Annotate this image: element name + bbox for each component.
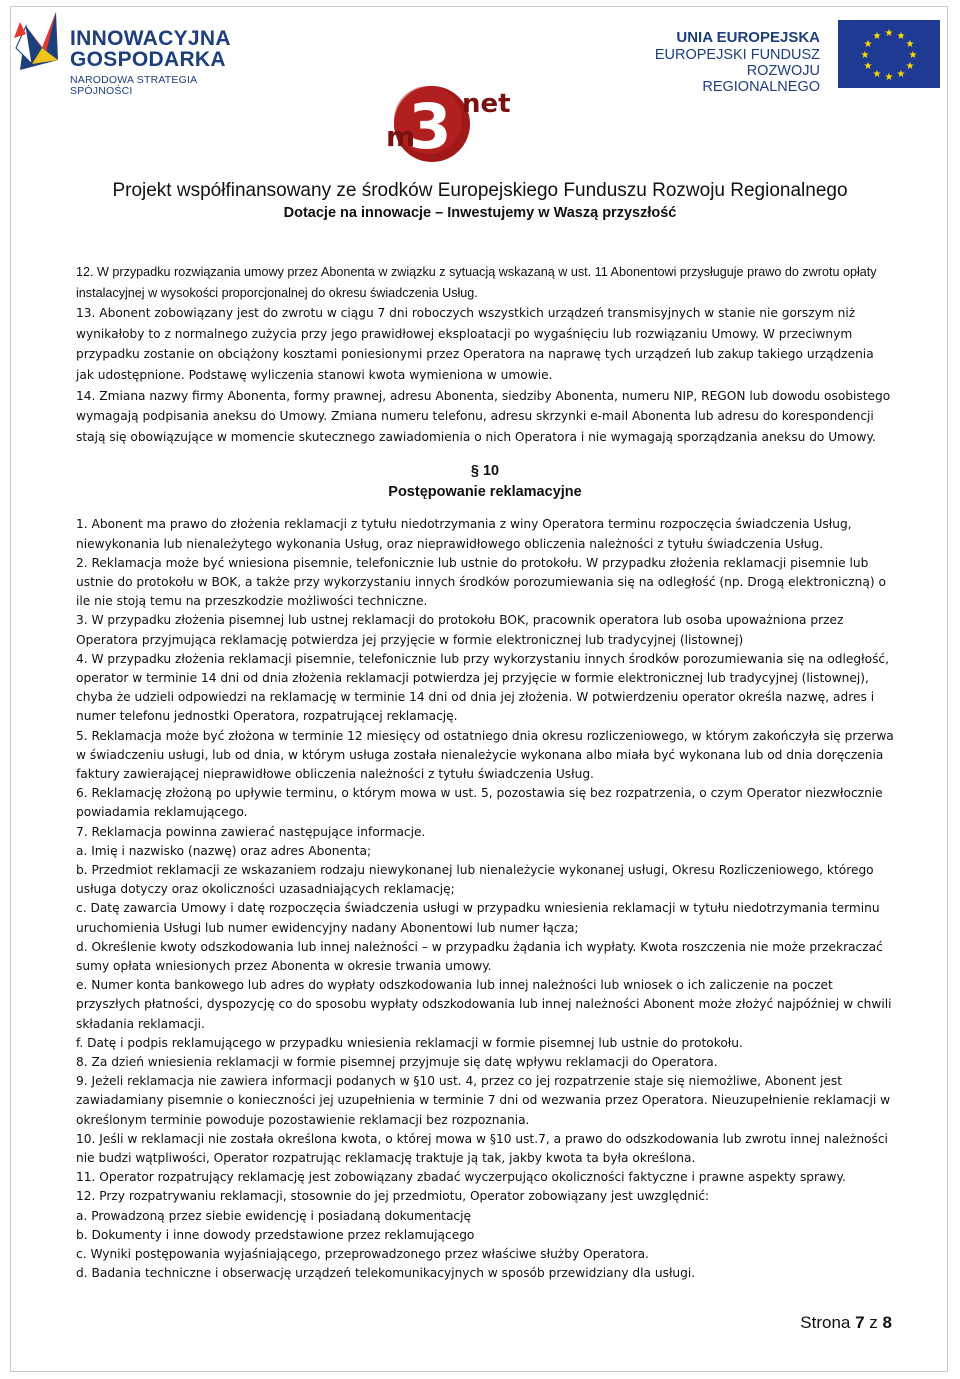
clause-7b: b. Przedmiot reklamacji ze wskazaniem rodzaju niewykonanej lub nienależycie wykonanej usługi, Okresu Rozliczeniowego, którego usługa dotyczy oraz okoliczności uzasadniających reklamację; xyxy=(76,863,874,897)
eu-logo xyxy=(640,20,940,96)
clause-3: 3. W przypadku złożenia pisemnej lub ustnej reklamacji do protokołu BOK, pracownik operatora lub osoba upoważniona przez Operatora przyjmująca reklamację potwierdza jej przyjęcie w formie elektronicznej lub tradycyjnej (listownej) xyxy=(76,613,844,647)
page-label: Strona xyxy=(800,1313,851,1332)
svg-text:★: ★ xyxy=(872,31,882,42)
paragraph-12: 12. W przypadku rozwiązania umowy przez Abonenta w związku z sytuacją wskazaną w ust. 11 Abonentowi przysługuje prawo do zwrotu opłaty instalacyjnej w wysokości proporcjonalnej do okresu świadczenia Usług. xyxy=(76,265,877,300)
m3-net-text: net xyxy=(462,89,511,119)
clause-12b: b. Dokumenty i inne dowody przedstawione przez reklamującego xyxy=(76,1227,475,1242)
ig-emblem-icon xyxy=(12,8,70,88)
eu-logo-line2: EUROPEJSKI FUNDUSZ xyxy=(654,46,820,63)
page-total: 8 xyxy=(882,1313,892,1332)
svg-text:★: ★ xyxy=(896,69,906,80)
clause-9: 9. Jeżeli reklamacja nie zawiera informacji podanych w §10 ust. 4, przez co jej rozpatrzenie staje się niemożliwe, Abonent jest zawiadamiany pisemnie o konieczności jej uzupełnienia w terminie 7 dni od wezwania przez Operatora. Nieuzupełnienie reklamacji w określonym terminie powoduje pozostawienie reklamacji bez rozpoznania. xyxy=(76,1074,891,1127)
clause-7a: a. Imię i nazwisko (nazwę) oraz adres Abonenta; xyxy=(76,843,372,858)
svg-text:★: ★ xyxy=(905,39,915,50)
ig-logo-line3: NARODOWA STRATEGIA SPÓJNOŚCI xyxy=(70,74,197,97)
svg-text:★: ★ xyxy=(884,28,894,39)
eu-stars-icon xyxy=(838,20,940,88)
page-separator: z xyxy=(869,1313,878,1332)
clause-11: 11. Operator rozpatrujący reklamację jest zobowiązany zbadać wyczerpująco okoliczności faktyczne i prawne aspekty sprawy. xyxy=(76,1170,846,1185)
innowacyjna-gospodarka-logo xyxy=(12,8,252,97)
section-number: § 10 xyxy=(470,463,500,480)
m3net-logo xyxy=(382,76,522,168)
ig-logo-line1: INNOWACYJNA xyxy=(70,27,231,50)
m3-three-text: 3 xyxy=(408,90,452,163)
project-subtitle: Dotacje na innowacje – Inwestujemy w Waszą przyszłość xyxy=(283,205,677,221)
page-number xyxy=(800,1313,892,1333)
m3-m-text: m xyxy=(386,120,416,153)
clause-8: 8. Za dzień wniesienia reklamacji w formie pisemnej przyjmuje się datę wpływu reklamacji do Operatora. xyxy=(76,1055,718,1070)
document-body xyxy=(76,262,894,1283)
svg-text:★: ★ xyxy=(860,50,870,61)
clause-1: 1. Abonent ma prawo do złożenia reklamacji z tytułu niedotrzymania z winy Operatora terminu rozpoczęcia świadczenia Usług, niewykonania lub nienależytego wykonania Usług, oraz nieprawidłowego obliczenia należności z tytułu świadczenia Usług. xyxy=(76,517,852,551)
clause-7f: f. Datę i podpis reklamującego w przypadku wniesienia reklamacji w formie pisemnej lub ustnie do protokołu. xyxy=(76,1035,743,1050)
clause-12c: c. Wyniki postępowania wyjaśniającego, przeprowadzonego przez właściwe służby Operatora. xyxy=(76,1247,649,1262)
eu-logo-line3: ROZWOJU REGIONALNEGO xyxy=(702,63,820,96)
eu-flag-icon xyxy=(838,20,940,88)
svg-text:★: ★ xyxy=(905,61,915,72)
svg-text:★: ★ xyxy=(863,61,873,72)
clause-10: 10. Jeśli w reklamacji nie została określona kwota, o której mowa w §10 ust.7, a prawo do odszkodowania lub zwrotu innej należności nie budzi wątpliwości, Operator rozpatrując reklamację traktuje ją tak, jakby kwota ta była określona. xyxy=(76,1131,888,1166)
ig-logo-line2: GOSPODARKA xyxy=(70,48,226,71)
clause-12: 12. Przy rozpatrywaniu reklamacji, stosownie do jej przedmiotu, Operator zobowiązany jest uwzględnić: xyxy=(76,1189,710,1204)
svg-text:★: ★ xyxy=(908,50,918,61)
clause-6: 6. Reklamację złożoną po upływie terminu, o którym mowa w ust. 5, pozostawia się bez rozpatrzenia, o czym Operator niezwłocznie powiadamia reklamującego. xyxy=(76,786,883,820)
clause-12d: d. Badania techniczne i obserwację urządzeń telekomunikacyjnych w sposób przewidziany dla usługi. xyxy=(76,1266,696,1281)
section-title: Postępowanie reklamacyjne xyxy=(388,484,582,501)
svg-text:★: ★ xyxy=(872,69,882,80)
paragraph-13: 13. Abonent zobowiązany jest do zwrotu w ciągu 7 dni roboczych wszystkich urządzeń transmisyjnych w stanie nie gorszym niż wynikałoby to z normalnego zużycia przy jego prawidłowej eksploatacji po wygaśnięciu lub rozwiązaniu Umowy. W przeciwnym przypadku zostanie on obciążony kosztami poniesionymi przez Operatora na naprawę tych urządzeń lub zakup takiego urządzenia jak udostępnione. Podstawę wyliczenia stanowi kwota wymieniona w umowie. xyxy=(76,306,874,382)
clause-12a: a. Prowadzoną przez siebie ewidencję i posiadaną dokumentację xyxy=(76,1208,472,1223)
eu-logo-line1: UNIA EUROPEJSKA xyxy=(676,29,820,46)
paragraph-14: 14. Zmiana nazwy firmy Abonenta, formy prawnej, adresu Abonenta, siedziby Abonenta, numeru NIP, REGON lub dowodu osobistego wymagają podpisania aneksu do Umowy. Zmiana numeru telefonu, adresu skrzynki e-mail Abonenta lub adresu do korespondencji stają się obowiązujące w momencie skutecznego zawiadomienia o nich Operatora i nie wymagają sporządzania aneksu do Umowy. xyxy=(76,388,891,444)
svg-text:★: ★ xyxy=(863,39,873,50)
svg-text:★: ★ xyxy=(896,31,906,42)
clause-7: 7. Reklamacja powinna zawierać następujące informacje. xyxy=(76,824,426,839)
clause-7c: c. Datę zawarcia Umowy i datę rozpoczęcia świadczenia usługi w przypadku wniesienia reklamacji w tytułu niedotrzymania terminu uruchomienia Usługi lub numer ewidencyjny nadany Abonentowi lub numer łącza; xyxy=(76,901,880,935)
page-current: 7 xyxy=(855,1313,865,1332)
clause-2: 2. Reklamacja może być wniesiona pisemnie, telefonicznie lub ustnie do protokołu. W przypadku złożenia reklamacji pisemnie lub ustnie do protokołu w BOK, a także przy wykorzystaniu innych środków porozumiewania się na odległość (np. Drogą elektroniczną) o ile nie stoją temu na przeszkodzie możliwości techniczne. xyxy=(76,555,886,609)
clause-7d: d. Określenie kwoty odszkodowania lub innej należności – w przypadku żądania ich wypłaty. Kwota roszczenia nie może przekraczać sumy opłata wniesionych przez Abonenta w okresie trwania umowy. xyxy=(76,939,883,974)
clause-5: 5. Reklamacja może być złożona w terminie 12 miesięcy od ostatniego dnia okresu rozliczeniowego, w którym zakończyła się przerwa w świadczeniu usługi, lub od dnia, w którym usługa została nienależycie wykonana albo miała być wykonana lub od dnia doręczenia faktury zawierającej nieprawidłowe obliczenia należności z tytułu świadczenia Usług. xyxy=(76,728,894,781)
project-title: Projekt współfinansowany ze środków Europejskiego Funduszu Rozwoju Regionalnego xyxy=(112,180,848,201)
clause-4: 4. W przypadku złożenia reklamacji pisemnie, telefonicznie lub przy wykorzystaniu innych środków porozumiewania się na odległość, operator w terminie 14 dni od dnia złożenia reklamacji potwierdza jej przyjęcie w formie elektronicznej lub tradycyjnej (listownej), chyba że udzieli odpowiedzi na reklamację w terminie 14 dni od dnia jej złożenia. W potwierdzeniu operator określa nazwę, adres i numer telefonu jednostki Operatora, rozpatrującej reklamację. xyxy=(76,651,889,724)
clause-7e: e. Numer konta bankowego lub adres do wypłaty odszkodowania lub innej należności lub wniosek o ich zaliczenie na poczet przyszłych płatności, dyspozycję co do sposobu wypłaty odszkodowania lub innej należności Abonent może złożyć najpóźniej w chwili składania reklamacji. xyxy=(76,978,892,1031)
svg-text:★: ★ xyxy=(884,72,894,83)
